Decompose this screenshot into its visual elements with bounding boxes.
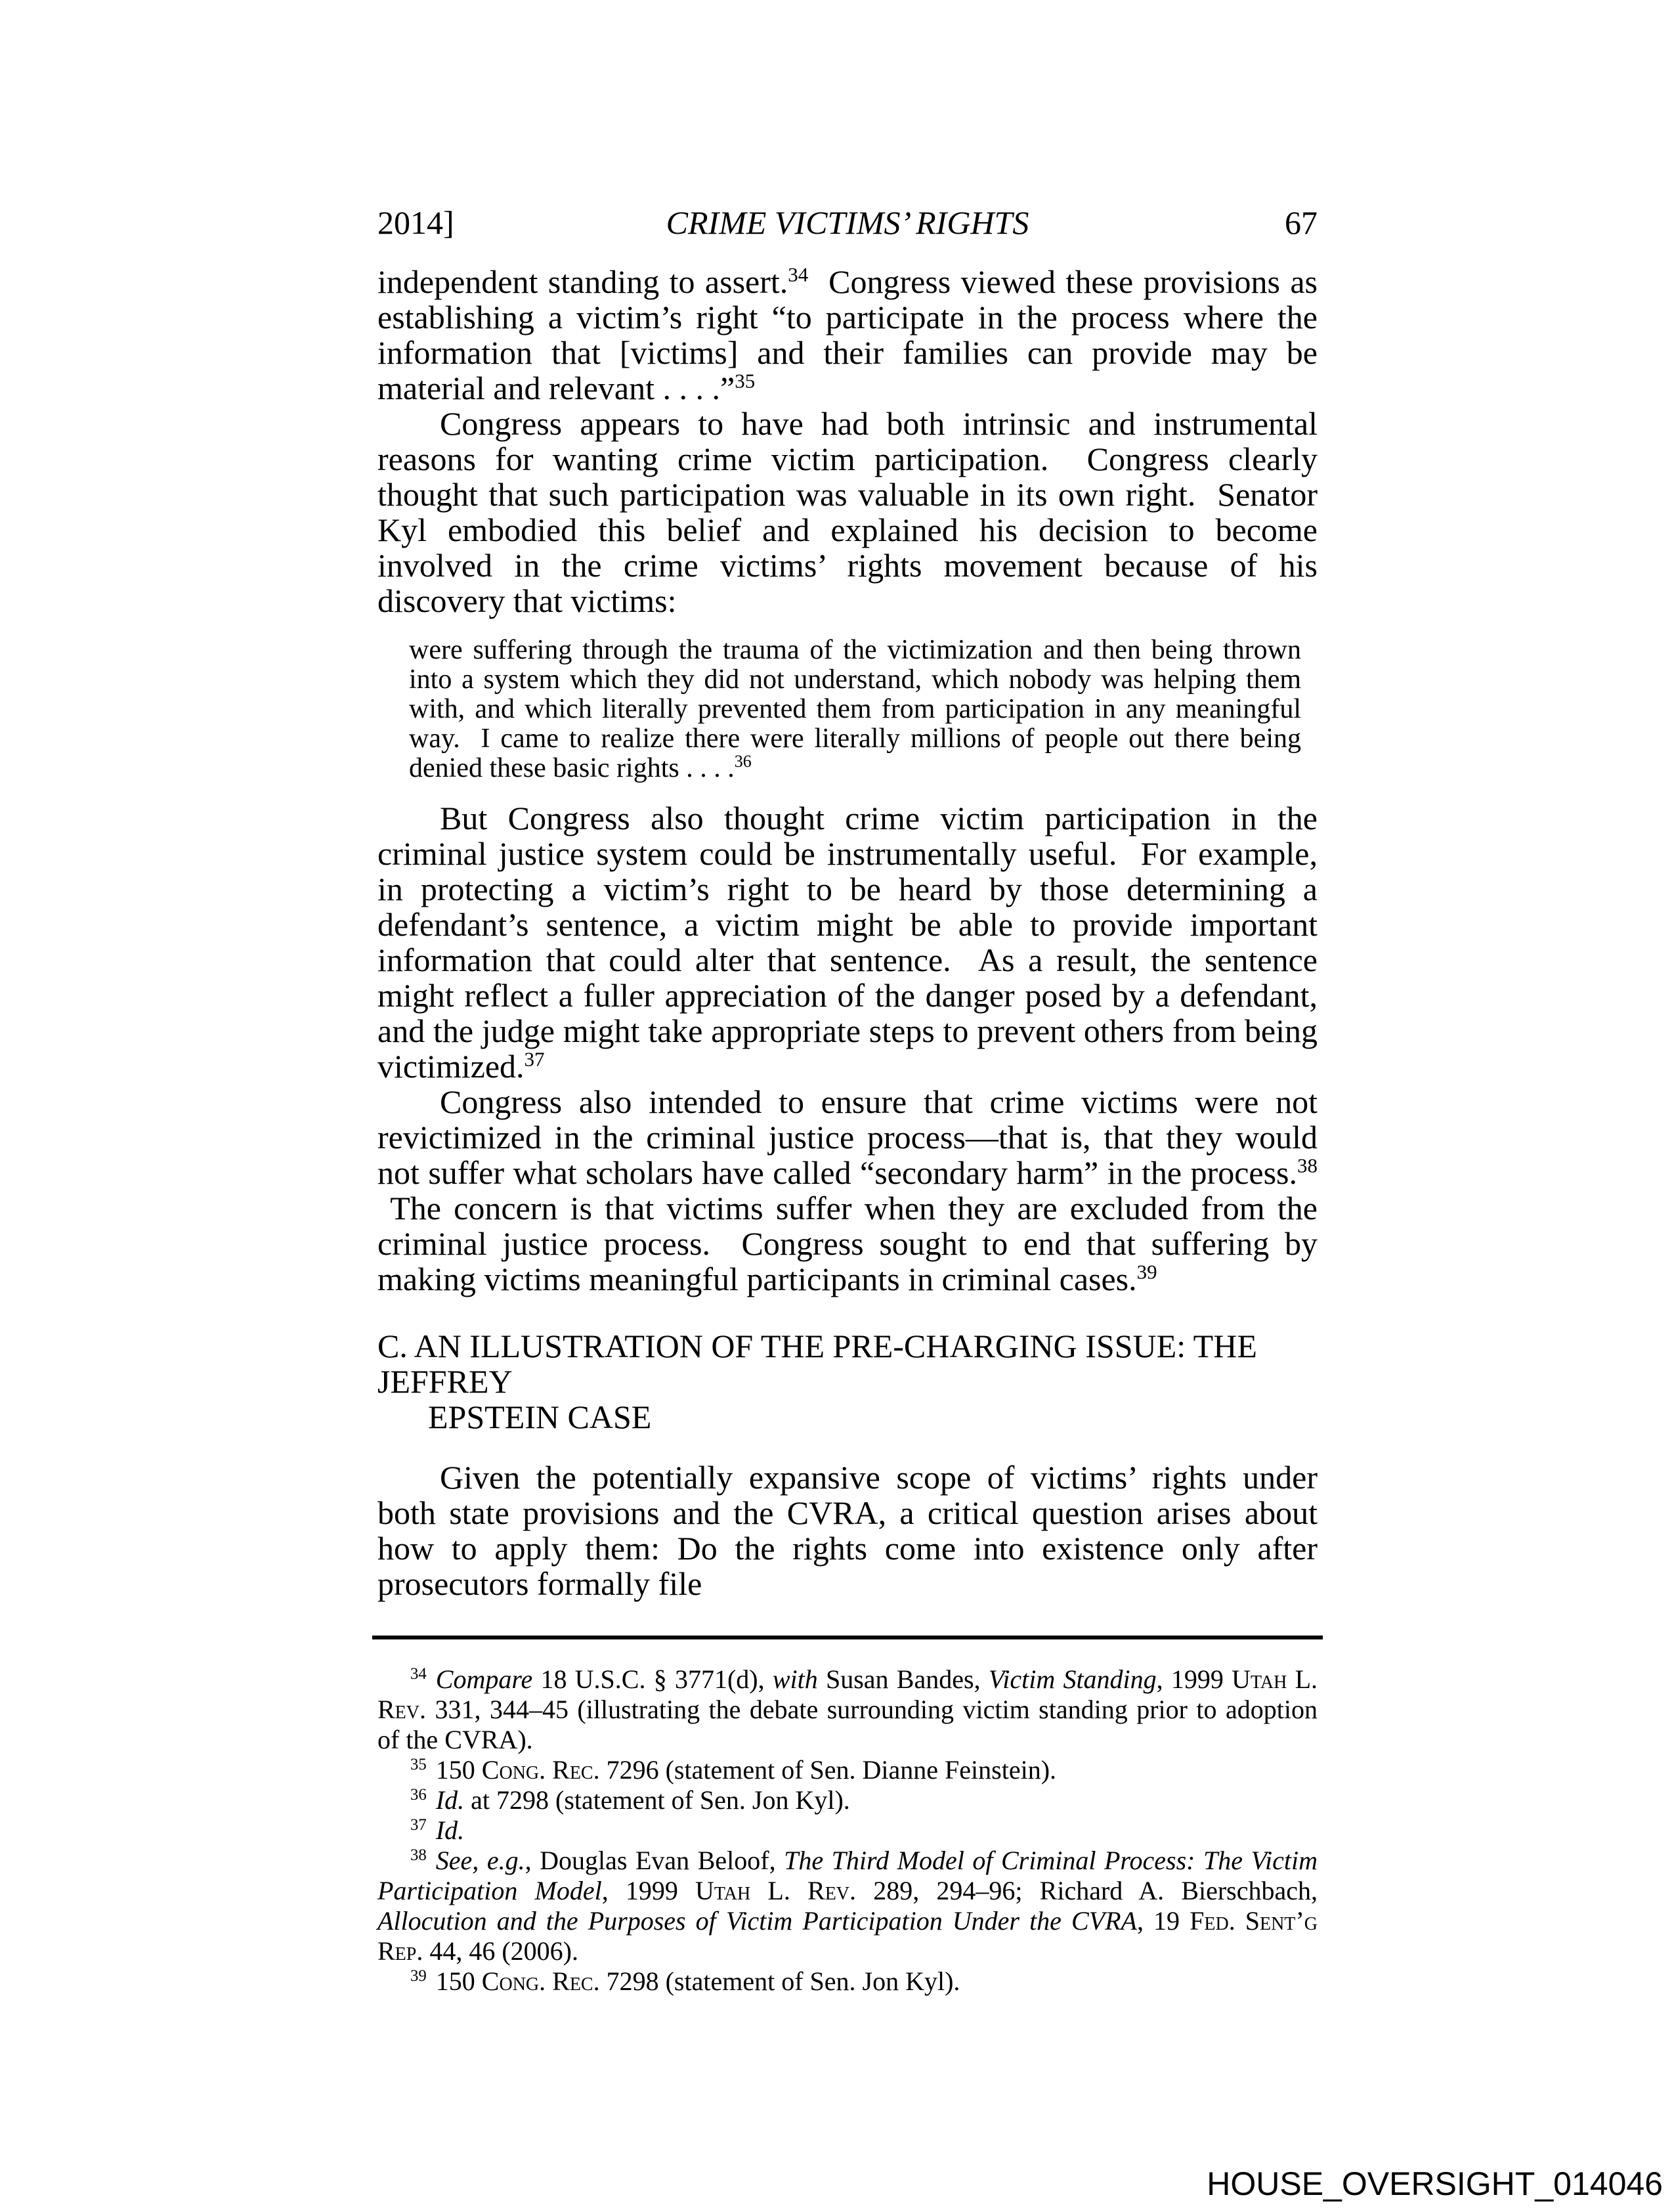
footnote-39 bbox=[377, 1966, 1318, 1997]
footnote-37 bbox=[377, 1815, 1318, 1846]
footnote-number-34: 34 bbox=[410, 1664, 427, 1683]
footnote-34-text: Compare 18 U.S.C. § 3771(d), with Susan Bandes, Victim Standing, 1999 Utah L. Rev. 331, 344–45 (illustrating the debate surrounding victim standing prior to adoption of the CVRA). bbox=[377, 1664, 1318, 1754]
paragraph-given-scope bbox=[377, 1460, 1318, 1601]
block-quote-kyl bbox=[409, 636, 1301, 783]
section-heading-line-1: C. AN ILLUSTRATION OF THE PRE-CHARGING ISSUE: THE JEFFREY bbox=[377, 1328, 1257, 1400]
paragraph-given-scope-text: Given the potentially expansive scope of victims’ rights under both state provisions and the CVRA, a critical question arises about how to apply them: Do the rights come into existence only after prosecutors formally file bbox=[377, 1459, 1318, 1602]
footnote-36 bbox=[377, 1785, 1318, 1815]
paragraph-instrumental-text: But Congress also thought crime victim participation in the criminal justice system could be instrumentally useful. For example, in protecting a victim’s right to be heard by those determining a defendant’s sentence, a victim might be able to provide important information that could alter that sentence. As a result, the sentence might reflect a fuller appreciation of the danger posed by a defendant, and the judge might take appropriate steps to prevent others from being victimized.$^{37}$ bbox=[377, 800, 1318, 1085]
paragraph-continuation bbox=[377, 264, 1318, 406]
footnote-separator bbox=[372, 1636, 1323, 1639]
section-heading-line-2: EPSTEIN CASE bbox=[428, 1399, 652, 1435]
section-heading-c bbox=[377, 1328, 1318, 1435]
footnote-number-35: 35 bbox=[410, 1755, 427, 1773]
footnotes bbox=[377, 1664, 1318, 1997]
footnote-36-text: Id. at 7298 (statement of Sen. Jon Kyl). bbox=[435, 1785, 850, 1815]
footnote-38-text: See, e.g., Douglas Evan Beloof, The Third Model of Criminal Process: The Victim Participation Model, 1999 Utah L. Rev. 289, 294–96; Richard A. Bierschbach, Allocution and the Purposes of Victim Participation Under the CVRA, 19 Fed. Sent’g Rep. 44, 46 (2006). bbox=[377, 1846, 1318, 1966]
footnote-number-39: 39 bbox=[410, 1966, 427, 1985]
header-title: CRIME VICTIMS’ RIGHTS bbox=[666, 204, 1029, 241]
footnote-number-37: 37 bbox=[410, 1815, 427, 1834]
paragraph-instrumental bbox=[377, 800, 1318, 1084]
paragraph-revictimized bbox=[377, 1084, 1318, 1297]
paragraph-continuation-text: independent standing to assert.$^{34}$ Congress viewed these provisions as establishing a victim’s right “to participate in the process where the information that [victims] and their families can provide may be material and relevant . . . .”$^{35}$ bbox=[377, 263, 1318, 406]
header-year: 2014] bbox=[377, 204, 454, 241]
header-page-number: 67 bbox=[1285, 204, 1318, 241]
bates-stamp: HOUSE_OVERSIGHT_014046 bbox=[1207, 2165, 1663, 2202]
block-quote-kyl-text: were suffering through the trauma of the victimization and then being thrown into a system which they did not understand, which nobody was helping them with, and which literally prevented them from participation in any meaningful way. I came to realize there were literally millions of people out there being denied these basic rights . . . .$^{36}$ bbox=[409, 635, 1301, 783]
footnote-35-text: 150 Cong. Rec. 7296 (statement of Sen. Dianne Feinstein). bbox=[435, 1755, 1057, 1785]
page bbox=[377, 205, 1318, 1997]
footnote-38 bbox=[377, 1846, 1318, 1966]
footnote-35 bbox=[377, 1755, 1318, 1785]
footnote-39-text: 150 Cong. Rec. 7298 (statement of Sen. Jon Kyl). bbox=[435, 1966, 960, 1996]
running-header bbox=[377, 205, 1318, 240]
paragraph-congress-reasons bbox=[377, 406, 1318, 618]
footnote-34 bbox=[377, 1664, 1318, 1755]
footnote-number-38: 38 bbox=[410, 1846, 427, 1864]
footnote-37-text: Id. bbox=[435, 1815, 465, 1845]
paragraph-revictimized-text: Congress also intended to ensure that crime victims were not revictimized in the criminal justice process—that is, that they would not suffer what scholars have called “secondary harm” in the process.$^{38}$ The concern is that victims suffer when they are excluded from the criminal justice process. Congress sought to end that suffering by making victims meaningful participants in criminal cases.$^{39}$ bbox=[377, 1083, 1318, 1297]
footnote-number-36: 36 bbox=[410, 1785, 427, 1804]
paragraph-congress-reasons-text: Congress appears to have had both intrinsic and instrumental reasons for wanting crime victim participation. Congress clearly thought that such participation was valuable in its own right. Senator Kyl embodied this belief and explained his decision to become involved in the crime victims’ rights movement because of his discovery that victims: bbox=[377, 405, 1318, 619]
